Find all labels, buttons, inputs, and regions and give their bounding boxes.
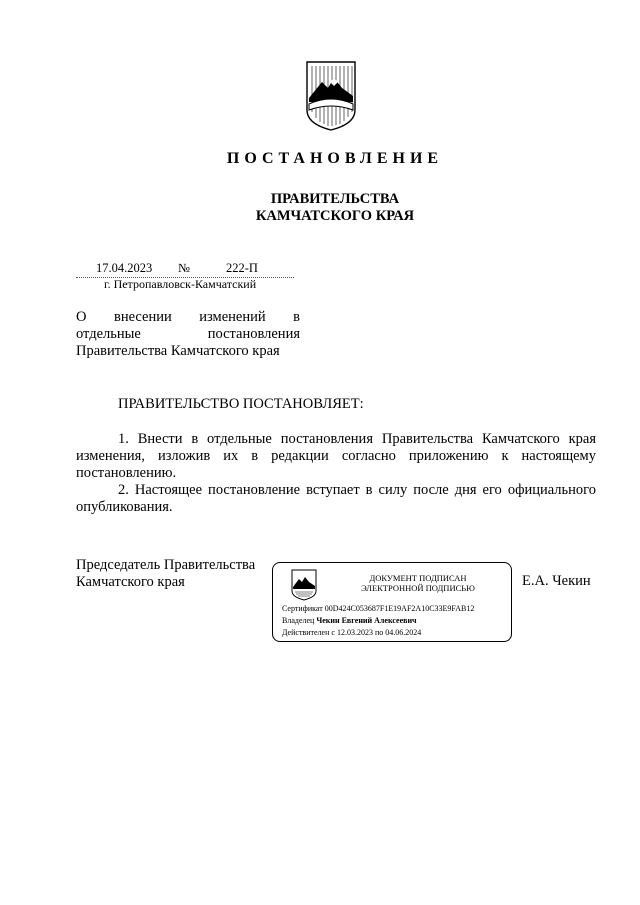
document-title: ПОСТАНОВЛЕНИЕ — [226, 150, 444, 167]
stamp-emblem-icon — [291, 569, 317, 601]
valid-to: 04.06.2024 — [385, 628, 422, 637]
document-city: г. Петропавловск-Камчатский — [104, 277, 257, 291]
subject-line: О внесении изменений в — [76, 309, 300, 325]
kamchatka-emblem-icon — [304, 60, 358, 132]
stamp-certificate-row — [282, 604, 474, 614]
document-date: 17.04.2023 — [96, 261, 153, 275]
date-number-line — [76, 261, 294, 278]
certificate-value: 00D424C053687F1E19AF2A10C33E9FAB12 — [324, 604, 475, 613]
number-sign: № — [178, 261, 190, 275]
valid-from-prefix: с — [331, 628, 335, 637]
electronic-signature-stamp — [272, 562, 512, 642]
chairman-title-line-1: Председатель Правительства — [76, 557, 256, 573]
paragraph-1: 1. Внести в отдельные постановления Правительства Камчатского края изменения, изложив их в редакции согласно приложению к настоящему постановлению. — [76, 431, 596, 481]
issuer-line-1: ПРАВИТЕЛЬСТВА — [270, 191, 400, 207]
owner-value: Чекин Евгений Алексеевич — [316, 616, 417, 625]
signer-name: Е.А. Чекин — [522, 573, 591, 589]
certificate-label: Сертификат — [282, 604, 323, 613]
issuer-line-2: КАМЧАТСКОГО КРАЯ — [255, 208, 415, 224]
subject-line: Правительства Камчатского края — [76, 343, 280, 359]
stamp-heading-line-2: ЭЛЕКТРОННОЙ ПОДПИСЬЮ — [361, 583, 475, 593]
stamp-validity-row — [282, 628, 421, 638]
stamp-heading-line-1: ДОКУМЕНТ ПОДПИСАН — [369, 573, 467, 583]
document-body — [76, 431, 596, 516]
owner-label: Владелец — [282, 616, 315, 625]
validity-label: Действителен — [282, 628, 330, 637]
paragraph-2: 2. Настоящее постановление вступает в силу после дня его официального опубликования. — [76, 482, 596, 515]
stamp-heading — [333, 573, 503, 593]
document-number: 222-П — [226, 261, 258, 275]
stamp-owner-row — [282, 616, 417, 626]
chairman-title-line-2: Камчатского края — [76, 574, 185, 590]
valid-to-prefix: по — [374, 628, 384, 637]
decree-phrase: ПРАВИТЕЛЬСТВО ПОСТАНОВЛЯЕТ: — [118, 396, 364, 412]
chairman-title — [76, 557, 255, 591]
valid-from: 12.03.2023 — [336, 628, 373, 637]
document-subject — [76, 309, 300, 360]
subject-line: отдельные постановления — [76, 326, 300, 342]
